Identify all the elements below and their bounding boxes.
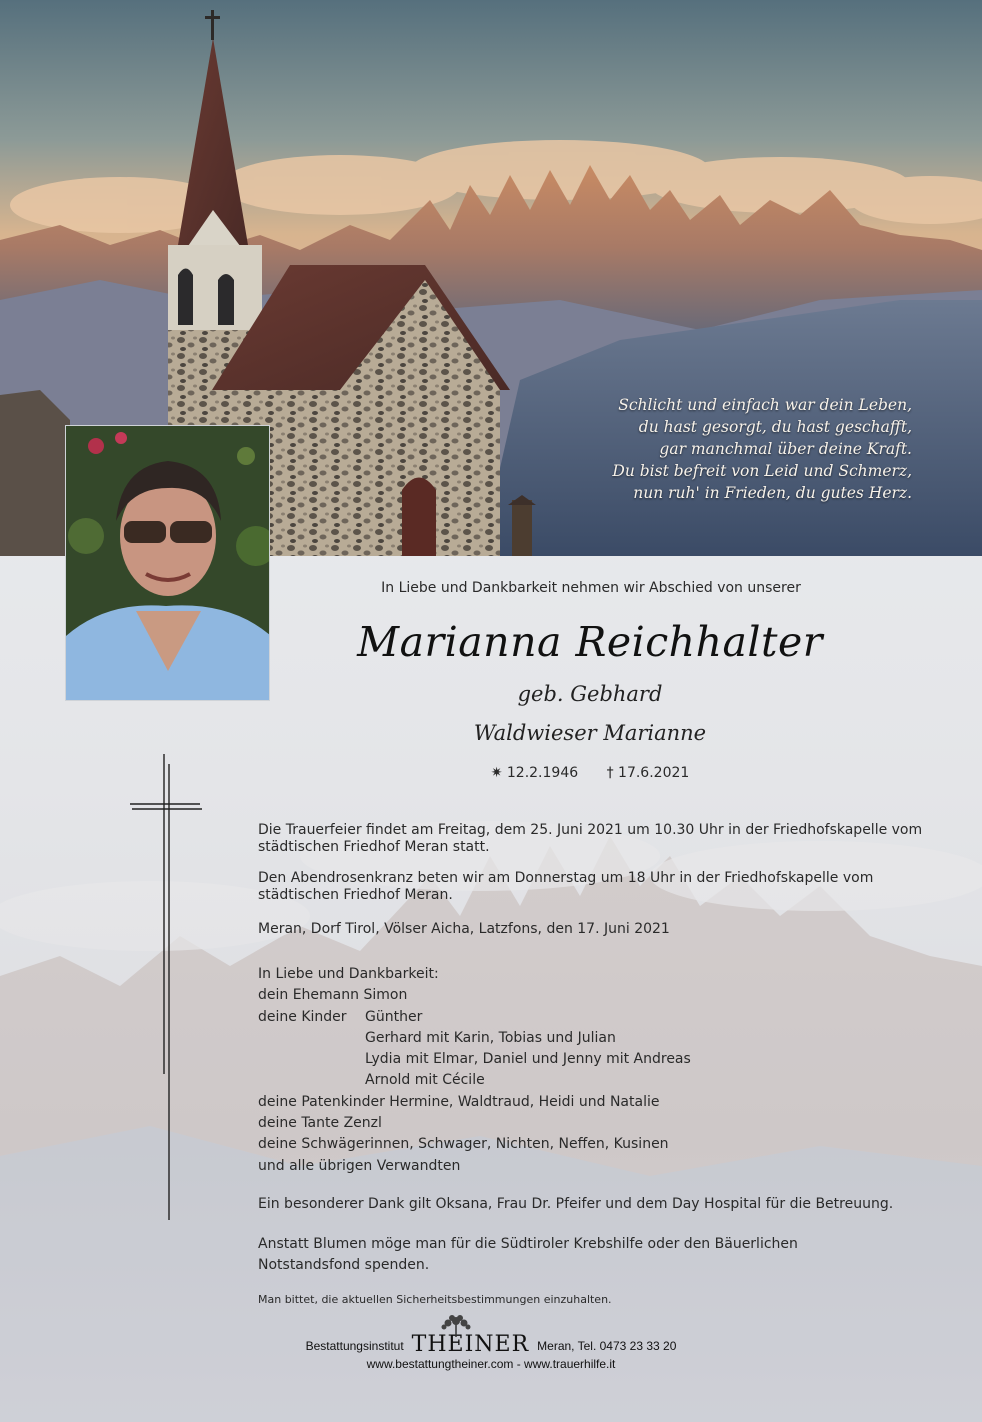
donation-text: Anstatt Blumen möge man für die Südtiroler Krebshilfe oder den Bäuerlichen Notstandsfond spenden. <box>258 1236 798 1273</box>
death-date: † 17.6.2021 <box>606 765 690 781</box>
funeral-announcement: Die Trauerfeier findet am Freitag, dem 25. Juni 2021 um 10.30 Uhr in der Friedhofskapelle vom städtischen Friedhof Meran statt. <box>258 822 923 855</box>
poem-line: du hast gesorgt, du hast geschafft, <box>638 418 912 436</box>
footer-contact: Meran, Tel. 0473 23 33 20 <box>537 1339 677 1353</box>
mourner-godchildren: deine Patenkinder Hermine, Waldtraud, Heidi und Natalie <box>258 1093 660 1110</box>
child-entry: Gerhard mit Karin, Tobias und Julian <box>365 1029 616 1046</box>
intro-text: In Liebe und Dankbarkeit nehmen wir Abschied von unserer <box>381 580 801 596</box>
tree-icon <box>436 1315 476 1337</box>
child-entry: Lydia mit Elmar, Daniel und Jenny mit Andreas <box>365 1051 691 1068</box>
signoff-heading-text: In Liebe und Dankbarkeit: <box>258 966 439 982</box>
life-dates <box>290 765 890 781</box>
mourner-in-laws: deine Schwägerinnen, Schwager, Nichten, Neffen, Kusinen <box>258 1136 669 1153</box>
safety-note: Man bittet, die aktuellen Sicherheitsbestimmungen einzuhalten. <box>258 1293 612 1306</box>
poem <box>512 394 912 504</box>
footer-websites[interactable]: www.bestattungtheiner.com - www.trauerhilfe.it <box>366 1357 616 1371</box>
place-and-date: Meran, Dorf Tirol, Völser Aicha, Latzfons, den 17. Juni 2021 <box>258 921 670 937</box>
birth-date: ✷ 12.2.1946 <box>490 765 579 781</box>
mourner-husband <box>258 985 938 1006</box>
children-label: deine Kinder <box>258 1008 347 1025</box>
poem-line: Schlicht und einfach war dein Leben, <box>618 396 912 414</box>
rosary-announcement: Den Abendrosenkranz beten wir am Donnerstag um 18 Uhr in der Friedhofskapelle vom städtischen Friedhof Meran. <box>258 870 874 903</box>
poem-line: nun ruh' in Frieden, du gutes Herz. <box>633 484 912 502</box>
funeral-home-footer <box>0 1313 982 1371</box>
logo-text: THEINER <box>411 1332 530 1357</box>
footer-prefix: Bestattungsinstitut <box>305 1339 404 1353</box>
poem-line: Du bist befreit von Leid und Schmerz, <box>612 462 912 480</box>
poem-line: gar manchmal über deine Kraft. <box>659 440 912 458</box>
mourner-husband-text: dein Ehemann Simon <box>258 987 408 1004</box>
birth-name: geb. Gebhard <box>517 682 663 706</box>
portrait-photo <box>65 425 270 701</box>
child-entry: Günther <box>365 1008 423 1025</box>
thanks-text: Ein besonderer Dank gilt Oksana, Frau Dr. Pfeifer und dem Day Hospital für die Betreuung. <box>258 1196 894 1212</box>
mourner-children <box>258 1007 938 1028</box>
nickname: Waldwieser Marianne <box>473 721 707 745</box>
child-entry: Arnold mit Cécile <box>365 1072 485 1089</box>
mourners-list <box>258 964 938 1177</box>
mourner-relatives: und alle übrigen Verwandten <box>258 1157 461 1174</box>
cross-icon <box>128 754 202 1220</box>
funeral-home-logo <box>412 1333 529 1357</box>
signoff-heading <box>258 964 938 985</box>
deceased-name: Marianna Reichhalter <box>357 618 823 666</box>
mourner-aunt: deine Tante Zenzl <box>258 1115 382 1132</box>
